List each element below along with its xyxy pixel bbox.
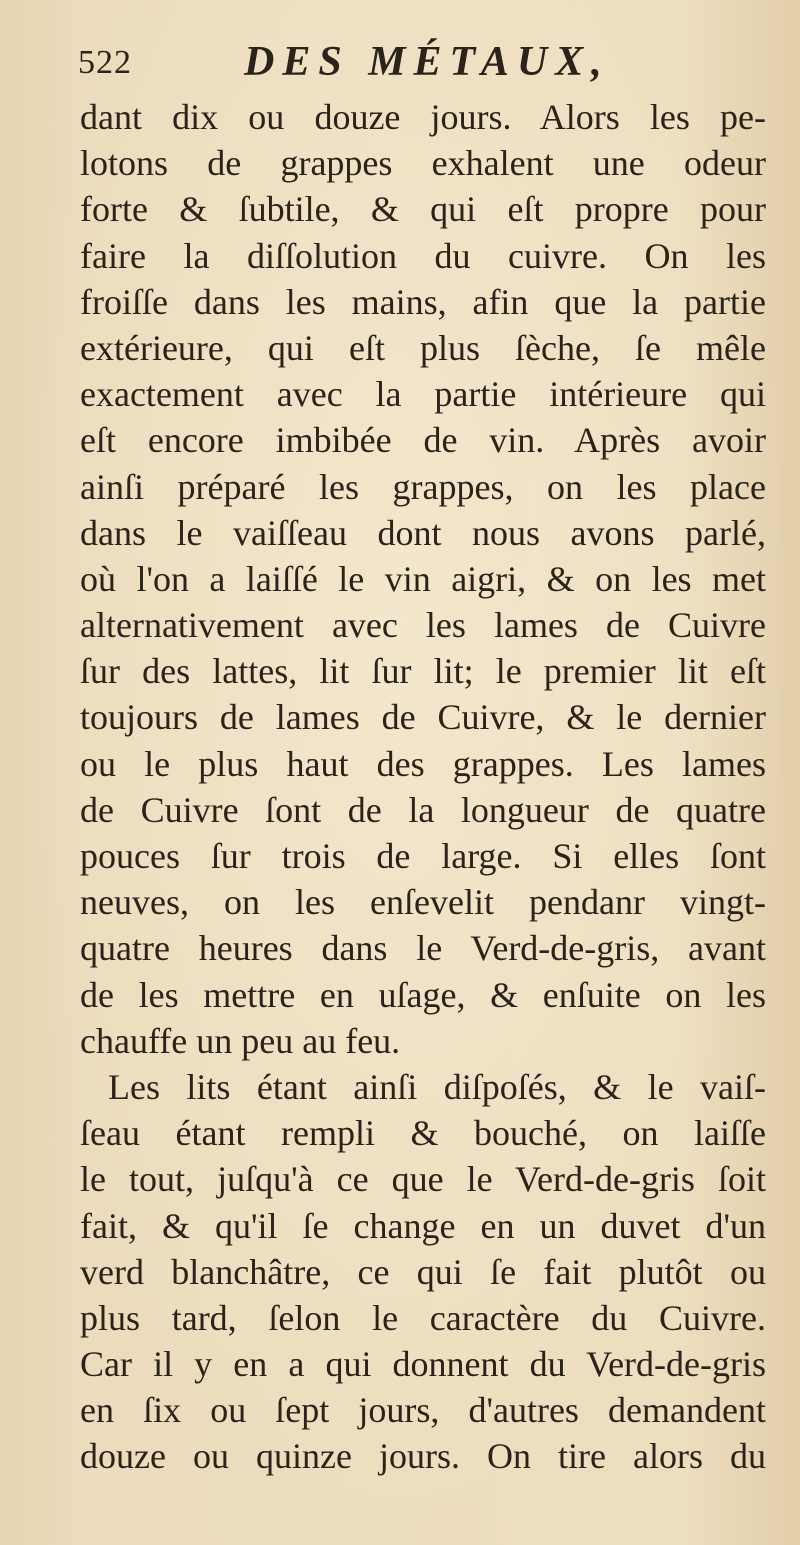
text-line: Car il y en a qui donnent du Verd-de-gris: [80, 1344, 766, 1385]
text-line: plus tard, ſelon le caractère du Cuivre.: [80, 1297, 766, 1338]
text-line: douze ou quinze jours. On tire alors du: [80, 1436, 766, 1477]
text-line: lotons de grappes exhalent une odeur: [80, 143, 766, 184]
text-line: pouces ſur trois de large. Si elles ſont: [80, 836, 766, 876]
text-line: en ſix ou ſept jours, d'autres demandent: [80, 1390, 766, 1431]
text-line: faire la diſſolution du cuivre. On les: [80, 235, 766, 276]
text-line-paragraph-start: Les lits étant ainſi diſpoſés, & le vaiſ-: [108, 1066, 766, 1107]
text-line: neuves, on les enſevelit pendanr vingt-: [80, 882, 766, 923]
text-line: fait, & qu'il ſe change en un duvet d'un: [80, 1205, 766, 1246]
text-line: toujours de lames de Cuivre, & le dernier: [80, 697, 766, 738]
text-line: ſur des lattes, lit ſur lit; le premier lit eſt: [80, 651, 766, 692]
text-line: exactement avec la partie intérieure qui: [80, 374, 766, 415]
text-line: ou le plus haut des grappes. Les lames: [80, 743, 766, 784]
text-line: dans le vaiſſeau dont nous avons parlé,: [80, 512, 766, 553]
running-head: DES MÉTAUX,: [244, 39, 610, 85]
text-line: le tout, juſqu'à ce que le Verd-de-gris ſoit: [80, 1159, 766, 1200]
text-line: verd blanchâtre, ce qui ſe fait plutôt ou: [80, 1251, 766, 1292]
text-line: où l'on a laiſſé le vin aigri, & on les met: [80, 558, 766, 599]
page-number: 522: [78, 44, 132, 81]
text-line: froiſſe dans les mains, afin que la partie: [80, 281, 766, 322]
text-line: alternativement avec les lames de Cuivre: [80, 605, 766, 646]
text-line: quatre heures dans le Verd-de-gris, avant: [80, 928, 766, 969]
text-line: eſt encore imbibée de vin. Après avoir: [80, 420, 766, 461]
text-line: ainſi préparé les grappes, on les place: [80, 466, 766, 507]
text-line: ſeau étant rempli & bouché, on laiſſe: [80, 1113, 766, 1154]
text-line: de les mettre en uſage, & enſuite on les: [80, 974, 766, 1015]
page-header: [78, 38, 758, 94]
text-line-paragraph-end: chauffe un peu au feu.: [80, 1020, 401, 1061]
text-line: dant dix ou douze jours. Alors les pe-: [80, 97, 766, 137]
body-text: [80, 94, 766, 1480]
text-line: forte & ſubtile, & qui eſt propre pour: [80, 189, 766, 230]
text-line: de Cuivre ſont de la longueur de quatre: [80, 789, 766, 830]
text-line: extérieure, qui eſt plus ſèche, ſe mêle: [80, 327, 766, 368]
